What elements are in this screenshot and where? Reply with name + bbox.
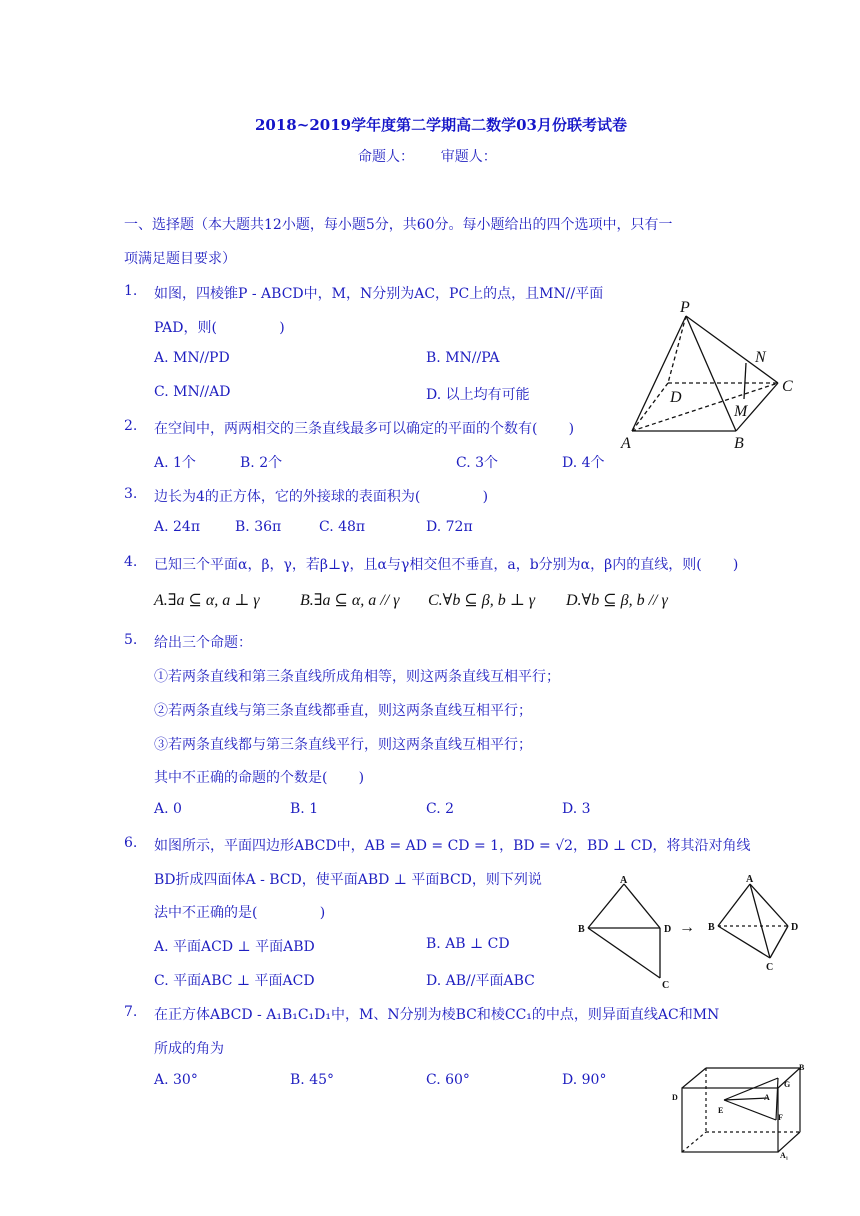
fig-label-b: B (799, 1063, 805, 1072)
question-number: 6. (124, 835, 138, 851)
option-a: A.∃a ⊆ α, a ⊥ γ (154, 592, 260, 609)
option-a: A. 30° (154, 1072, 198, 1088)
question-number: 1. (124, 283, 138, 299)
option-d: D.∀b ⊆ β, b // γ (566, 592, 668, 609)
authors-line: 命题人： 审题人： (358, 149, 497, 165)
option-d: D. 以上均有可能 (426, 387, 530, 403)
question-number: 5. (124, 632, 138, 648)
fig-label-b: B (734, 435, 744, 452)
fig-label-c: C (662, 980, 670, 990)
option-d: D. AB//平面ABC (426, 973, 535, 989)
fig-label-d: D (670, 389, 682, 406)
question-number: 2. (124, 418, 138, 434)
option-b: B. AB ⊥ CD (426, 936, 510, 952)
fig-label-a: A (621, 435, 631, 452)
question-number: 4. (124, 554, 138, 570)
section-heading-line2: 项满足题目要求） (124, 251, 236, 267)
option-b: B.∃a ⊆ α, a // γ (300, 592, 400, 609)
option-a: A. 平面ACD ⊥ 平面ABD (154, 939, 315, 955)
question-text: 法中不正确的是( ) (154, 905, 326, 921)
question-text: 如图所示，平面四边形ABCD中，AB = AD = CD = 1，BD = √2，BD ⊥ CD，将其沿对角线 (154, 838, 751, 854)
option-b: B. 45° (290, 1072, 335, 1088)
fig-label-m: M (734, 403, 748, 420)
fig-label-e: E (718, 1106, 724, 1115)
option-c: C. MN//AD (154, 384, 231, 400)
option-a: A. 1个 (154, 455, 196, 471)
fig-label-b: B (708, 922, 715, 933)
section-heading-line1: 一、选择题（本大题共12小题，每小题5分，共60分。每小题给出的四个选项中，只有一 (124, 217, 673, 233)
proposition-1: ①若两条直线和第三条直线所成角相等，则这两条直线互相平行； (154, 669, 560, 685)
question-number: 3. (124, 486, 138, 502)
fig-label-a: A (746, 874, 754, 885)
option-c: C. 48π (319, 519, 366, 535)
option-a: A. 24π (154, 519, 201, 535)
fig-label-g: G (784, 1080, 791, 1089)
option-b: B. 2个 (240, 455, 283, 471)
proposition-3: ③若两条直线都与第三条直线平行，则这两条直线互相平行； (154, 737, 532, 753)
fig-label-a: A (764, 1093, 770, 1102)
question-number: 7. (124, 1004, 138, 1020)
fig-label-c: C (782, 378, 793, 395)
question-ask: 其中不正确的命题的个数是( ) (154, 770, 365, 786)
question-text: BD折成四面体A - BCD，使平面ABD ⊥ 平面BCD，则下列说 (154, 872, 542, 888)
question-text: 如图，四棱锥P - ABCD中，M，N分别为AC，PC上的点，且MN//平面 (154, 286, 604, 302)
page-title: 2018~2019学年度第二学期高二数学03月份联考试卷 (255, 116, 627, 134)
fig-label-a1: A₁ (780, 1151, 789, 1160)
option-d: D. 4个 (562, 455, 605, 471)
fig-label-n: N (755, 349, 766, 366)
fig-label-d: D (791, 922, 799, 933)
option-b: B. 36π (235, 519, 282, 535)
option-c: C. 2 (426, 801, 455, 817)
pyramid-figure (618, 296, 804, 452)
fig-label-b: B (578, 924, 585, 935)
option-a: A. 0 (154, 801, 182, 817)
option-d: D. 72π (426, 519, 473, 535)
option-b: B. MN//PA (426, 350, 500, 366)
question-text: 边长为4的正方体，它的外接球的表面积为( ) (154, 489, 489, 505)
option-d: D. 90° (562, 1072, 607, 1088)
fig-label-c: C (766, 962, 774, 973)
question-text: 已知三个平面α，β，γ，若β⊥γ，且α与γ相交但不垂直，a，b分别为α，β内的直线，则( ) (154, 557, 739, 573)
fig-label-d: D (664, 924, 672, 935)
option-c: C. 60° (426, 1072, 470, 1088)
option-c: C. 3个 (456, 455, 499, 471)
question-text: 所成的角为 (154, 1041, 224, 1057)
option-c: C.∀b ⊆ β, b ⊥ γ (428, 592, 536, 609)
folding-figure (576, 872, 808, 990)
fold-arrow: → (679, 919, 695, 936)
fig-label-p: P (680, 299, 690, 316)
fig-label-d: D (672, 1093, 678, 1102)
fig-label-f: F (778, 1113, 783, 1122)
question-text: 在空间中，两两相交的三条直线最多可以确定的平面的个数有( ) (154, 421, 575, 437)
option-b: B. 1 (290, 801, 319, 817)
question-text: 在正方体ABCD - A₁B₁C₁D₁中，M、N分别为棱BC和棱CC₁的中点，则异面直线AC和MN (154, 1007, 720, 1023)
cube-figure (668, 1060, 810, 1160)
question-text: PAD，则( ) (154, 320, 285, 336)
fig-label-a: A (620, 875, 628, 886)
option-c: C. 平面ABC ⊥ 平面ACD (154, 973, 315, 989)
option-a: A. MN//PD (154, 350, 230, 366)
question-text: 给出三个命题： (154, 635, 252, 651)
option-d: D. 3 (562, 801, 591, 817)
proposition-2: ②若两条直线与第三条直线都垂直，则这两条直线互相平行； (154, 703, 532, 719)
